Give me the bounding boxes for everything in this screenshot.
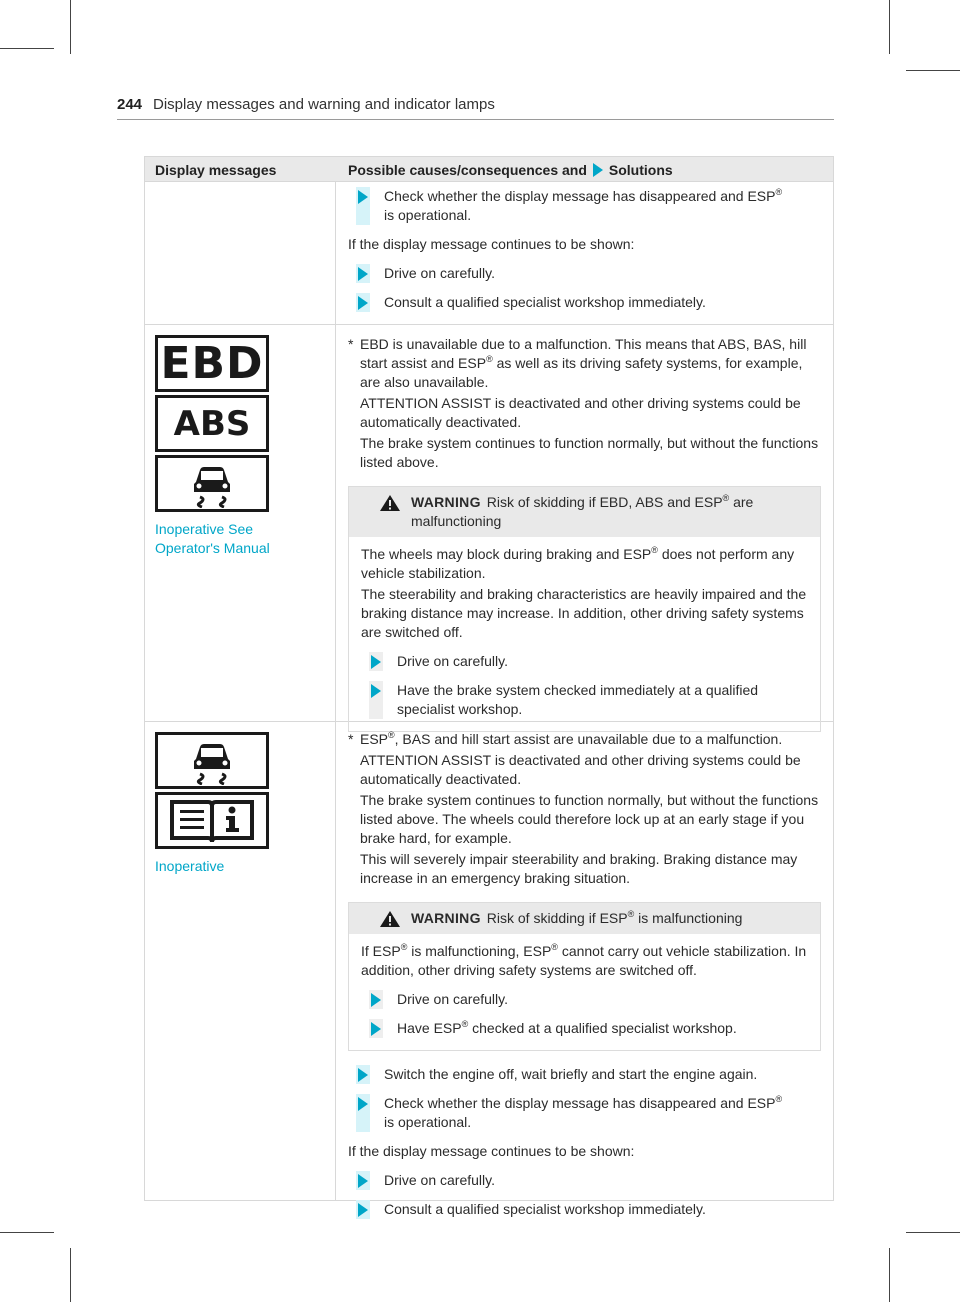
registered-mark: ® [775, 187, 783, 197]
step-text: Consult a qualified specialist workshop immediately. [384, 1201, 706, 1217]
step-text: Drive on carefully. [384, 1172, 496, 1188]
cause-text: ATTENTION ASSIST is deactivated and other driving systems could be automatically deactivated. [360, 752, 801, 787]
warning-box [348, 486, 821, 732]
footnote-star: * [348, 731, 354, 747]
warning-box [348, 902, 821, 1051]
cause-text-part: EBD is unavailable due to a malfunction. This means that ABS, BAS, hill start assist and ESP [360, 336, 807, 371]
crop-mark [906, 1232, 960, 1233]
step-text: Have ESP [397, 1020, 462, 1036]
warning-text: The wheels may block during braking and ESP [361, 546, 652, 562]
action-step [369, 1019, 808, 1038]
step-arrow-icon [356, 1065, 370, 1084]
step-arrow-icon [369, 681, 383, 719]
ebd-warning-lamp-icon [155, 335, 269, 392]
cause-text [348, 335, 821, 392]
warning-title: WARNING [411, 494, 481, 510]
solution-cell [336, 325, 833, 721]
warning-body [349, 537, 820, 731]
step-text: Switch the engine off, wait briefly and start the engine again. [384, 1066, 758, 1082]
table-header [145, 157, 833, 181]
lamp-status-label: Inoperative [155, 858, 225, 874]
step-arrow-icon [356, 187, 370, 225]
action-step [356, 1200, 821, 1219]
warning-text: is malfunctioning [638, 910, 743, 926]
registered-mark: ® [651, 545, 658, 555]
solution-cell [336, 182, 833, 324]
action-step [356, 264, 821, 283]
step-arrow-icon [356, 293, 370, 312]
action-step [356, 187, 821, 225]
display-cell [145, 325, 336, 721]
crop-mark [0, 1232, 54, 1233]
warning-text: Risk of skidding if EBD, ABS and ESP [486, 494, 723, 510]
table-row [145, 181, 833, 324]
step-text: Drive on carefully. [384, 265, 496, 281]
step-text: is operational. [384, 1114, 472, 1130]
step-arrow-icon [369, 990, 383, 1009]
esp-skid-icon [155, 732, 269, 789]
warning-text: Risk of skidding if ESP [486, 910, 628, 926]
step-arrow-icon [356, 1094, 370, 1132]
crop-mark [70, 1248, 71, 1302]
warning-paragraph: The steerability and braking characteristics are heavily impaired and the braking distance may increase. In addition, other driving safety systems are switched off. [361, 586, 807, 640]
display-cell [145, 722, 336, 1200]
crop-mark [0, 48, 54, 49]
step-text: Have the brake system checked immediately at a qualified specialist workshop. [397, 682, 759, 717]
ebd-icon-text: EBD [160, 338, 264, 389]
warning-triangle-icon [379, 910, 401, 928]
manual-info-icon [155, 792, 269, 849]
abs-icon-text: ABS [173, 403, 251, 444]
cause-text-part: , BAS and hill start assist are unavailable due to a malfunction. [394, 731, 783, 747]
section-title: Display messages and warning and indicator lamps [153, 96, 495, 113]
warning-text: If ESP [361, 943, 401, 959]
registered-mark: ® [627, 909, 635, 919]
column-header-causes [336, 157, 833, 181]
step-text: checked at a qualified specialist workshop. [472, 1020, 737, 1036]
crop-mark [889, 0, 890, 54]
page-number: 244 [117, 96, 143, 113]
warning-text: cannot carry out vehicle stabilization. In addition, other driving safety systems are switched off. [361, 943, 807, 978]
registered-mark: ® [388, 730, 395, 740]
step-text: is operational. [384, 207, 472, 223]
step-arrow-icon [356, 1200, 370, 1219]
footnote-star: * [348, 336, 354, 352]
registered-mark: ® [722, 493, 730, 503]
registered-mark: ® [486, 354, 493, 364]
step-arrow-icon [369, 1019, 383, 1038]
page-header [117, 94, 834, 120]
warning-header [349, 487, 820, 537]
step-text: Check whether the display message has disappeared and ESP [384, 1095, 776, 1111]
cause-text: ATTENTION ASSIST is deactivated and other driving systems could be automatically deactivated. [360, 395, 801, 430]
warning-title: WARNING [411, 910, 481, 926]
warning-triangle-icon [379, 494, 401, 512]
warning-paragraph [361, 942, 808, 980]
warning-text: are malfunctioning [411, 494, 754, 529]
abs-warning-lamp-icon [155, 395, 269, 452]
crop-mark [889, 1248, 890, 1302]
cause-text [348, 730, 821, 749]
esp-skid-icon [155, 455, 269, 512]
warning-body [349, 934, 820, 1050]
step-text: Drive on carefully. [397, 991, 509, 1007]
cause-text: The brake system continues to function normally, but without the functions listed above. [360, 435, 819, 470]
solutions-label: Solutions [608, 162, 673, 178]
crop-mark [70, 0, 71, 54]
cause-text-part: ESP [360, 731, 389, 747]
step-text: Check whether the display message has disappeared and ESP [384, 188, 776, 204]
info-text: If the display message continues to be shown: [348, 1143, 635, 1159]
registered-mark: ® [400, 942, 408, 952]
action-step [356, 1065, 821, 1084]
display-cell [145, 182, 336, 324]
lamp-status-label: Inoperative See Operator's Manual [155, 521, 270, 556]
registered-mark: ® [461, 1019, 469, 1029]
action-step [356, 1094, 821, 1132]
action-step [369, 652, 808, 671]
display-messages-table [144, 156, 834, 1217]
action-step [369, 681, 808, 719]
step-arrow-icon [369, 652, 383, 671]
crop-mark [906, 70, 960, 71]
warning-text: does not perform any vehicle stabilization. [361, 546, 795, 581]
causes-label: Possible causes/consequences and [348, 162, 587, 178]
warning-text: is malfunctioning, ESP [411, 943, 552, 959]
arrow-right-icon [593, 163, 603, 177]
cause-text-part: as well as its driving safety systems, for example, are also unavailable. [360, 355, 803, 390]
cause-text: This will severely impair steerability and braking. Braking distance may increase in an emergency braking situation. [360, 851, 798, 886]
action-step [356, 293, 821, 312]
action-step [356, 1171, 821, 1190]
registered-mark: ® [775, 1094, 783, 1104]
step-arrow-icon [356, 1171, 370, 1190]
step-text: Drive on carefully. [397, 653, 509, 669]
action-step [369, 990, 808, 1009]
step-arrow-icon [356, 264, 370, 283]
column-header-display-messages: Display messages [155, 162, 277, 178]
warning-header [349, 903, 820, 934]
step-text: Consult a qualified specialist workshop immediately. [384, 294, 706, 310]
info-text: If the display message continues to be shown: [348, 236, 635, 252]
solution-cell [336, 722, 833, 1217]
warning-paragraph [361, 545, 808, 583]
table-row [145, 721, 833, 1217]
table-row [145, 324, 833, 721]
cause-text: The brake system continues to function normally, but without the functions listed above. The wheels could therefore lock up at an early stage if you brake hard, for example. [360, 792, 819, 846]
registered-mark: ® [551, 942, 558, 952]
